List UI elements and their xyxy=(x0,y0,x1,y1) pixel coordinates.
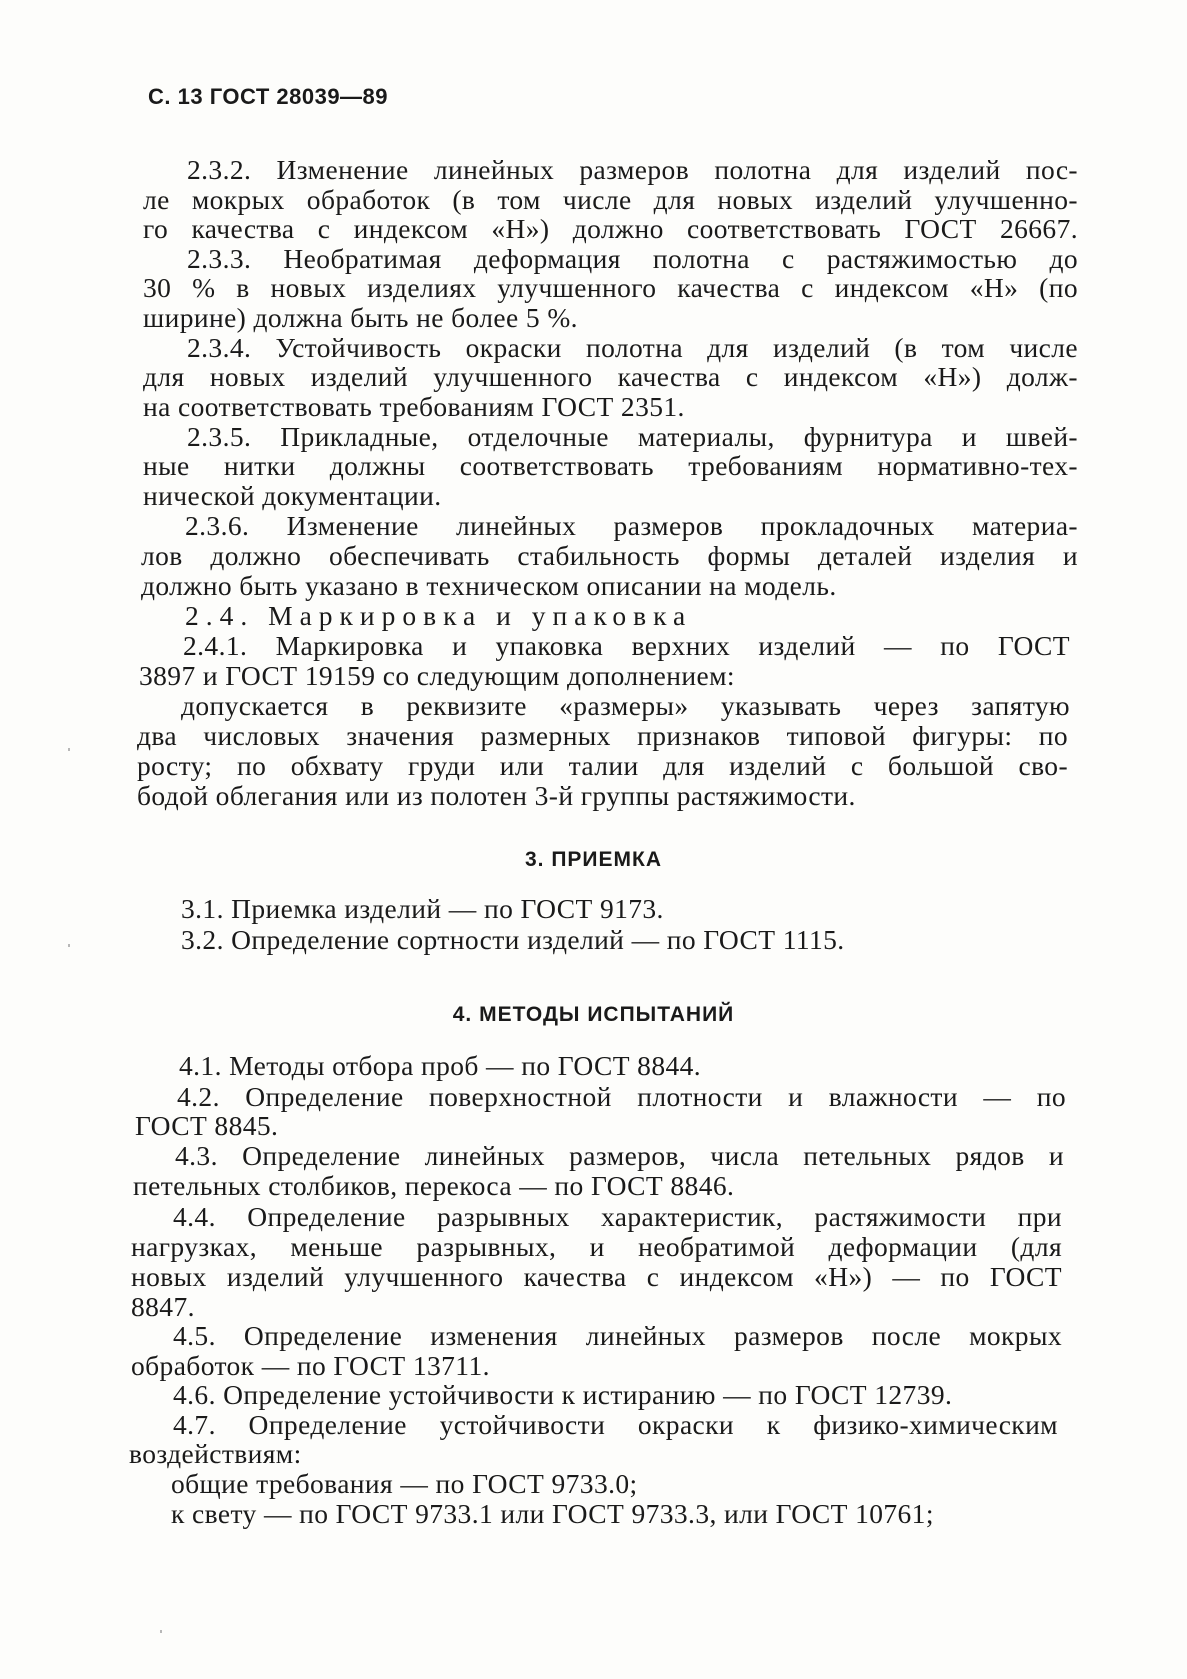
text-line: 4.3. Определение линейных размеров, числа петельных рядов и xyxy=(175,1140,1064,1171)
text-line: 4.5. Определение изменения линейных размеров после мокрых xyxy=(173,1320,1062,1351)
text-line: ГОСТ 8845. xyxy=(135,1110,279,1141)
text-line: 2.3.3. Необратимая деформация полотна с растяжимостью до xyxy=(187,243,1078,274)
text-line: должно быть указано в техническом описании на модель. xyxy=(141,570,837,601)
text-line: к свету — по ГОСТ 9733.1 или ГОСТ 9733.3, или ГОСТ 10761; xyxy=(171,1498,934,1529)
text-line: 4.6. Определение устойчивости к истиранию — по ГОСТ 12739. xyxy=(173,1379,953,1410)
text-line: 2.3.5. Прикладные, отделочные материалы, фурнитура и швей- xyxy=(187,421,1078,452)
text-line: нической документации. xyxy=(143,480,442,511)
text-line: 8847. xyxy=(131,1291,195,1322)
text-line: 4.4. Определение разрывных характеристик, растяжимости при xyxy=(173,1201,1062,1232)
text-line: ширине) должна быть не более 5 %. xyxy=(143,302,578,333)
text-line: воздействиям: xyxy=(129,1438,302,1469)
text-line: лов должно обеспечивать стабильность формы деталей изделия и xyxy=(141,540,1078,571)
text-line: 2.3.4. Устойчивость окраски полотна для изделий (в том числе xyxy=(187,332,1078,363)
text-line: общие требования — по ГОСТ 9733.0; xyxy=(171,1468,638,1499)
text-line: го качества с индексом «Н») должно соответствовать ГОСТ 26667. xyxy=(143,213,1078,244)
text-line: допускается в реквизите «размеры» указывать через запятую xyxy=(181,690,1070,721)
text-line: новых изделий улучшенного качества с индексом «Н») — по ГОСТ xyxy=(131,1261,1062,1292)
section-heading: 4. МЕТОДЫ ИСПЫТАНИЙ xyxy=(452,1003,735,1026)
page-header: С. 13 ГОСТ 28039—89 xyxy=(148,84,389,109)
text-line: 4.2. Определение поверхностной плотности и влажности — по xyxy=(177,1081,1066,1112)
section-heading: 3. ПРИЕМКА xyxy=(524,848,663,871)
text-line: 3897 и ГОСТ 19159 со следующим дополнением: xyxy=(139,660,735,691)
text-line: 4.7. Определение устойчивости окраски к физико-химическим xyxy=(173,1409,1058,1440)
text-line: 2.3.2. Изменение линейных размеров полотна для изделий пос- xyxy=(187,154,1078,185)
scan-speck xyxy=(160,1630,162,1633)
text-line: для новых изделий улучшенного качества с индексом «Н») долж- xyxy=(143,361,1078,392)
text-line: 2.4.1. Маркировка и упаковка верхних изделий — по ГОСТ xyxy=(183,630,1070,661)
text-line: 3.2. Определение сортности изделий — по ГОСТ 1115. xyxy=(181,924,845,955)
text-line: ные нитки должны соответствовать требованиям нормативно-тех- xyxy=(143,450,1078,481)
text-line: два числовых значения размерных признаков типовой фигуры: по xyxy=(137,720,1068,751)
text-line: 30 % в новых изделиях улучшенного качества с индексом «Н» (по xyxy=(143,272,1078,303)
text-line: петельных столбиков, перекоса — по ГОСТ 8846. xyxy=(133,1170,735,1201)
text-line: ле мокрых обработок (в том числе для новых изделий улучшенно- xyxy=(143,184,1078,215)
text-line: росту; по обхвату груди или талии для изделий с большой сво- xyxy=(137,750,1068,781)
scan-speck xyxy=(68,748,70,751)
subsection-title: 2.4. Маркировка и упаковка xyxy=(185,600,693,631)
text-line: обработок — по ГОСТ 13711. xyxy=(131,1350,490,1381)
text-line: 3.1. Приемка изделий — по ГОСТ 9173. xyxy=(181,893,664,924)
text-line: 4.1. Методы отбора проб — по ГОСТ 8844. xyxy=(179,1050,702,1081)
text-line: бодой облегания или из полотен 3-й группы растяжимости. xyxy=(137,780,856,811)
scan-speck xyxy=(68,944,70,947)
text-line: нагрузках, меньше разрывных, и необратимой деформации (для xyxy=(131,1231,1062,1262)
text-line: 2.3.6. Изменение линейных размеров прокладочных материа- xyxy=(185,510,1078,541)
text-line: на соответствовать требованиям ГОСТ 2351. xyxy=(143,391,685,422)
